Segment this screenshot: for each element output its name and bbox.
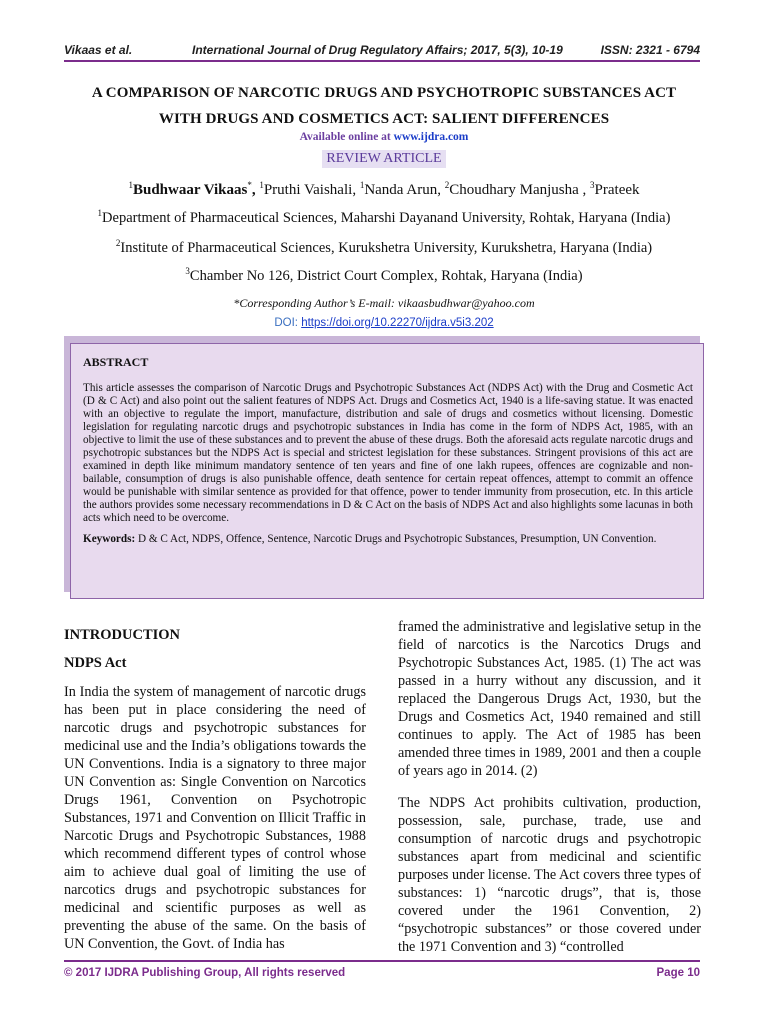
keywords-label: Keywords: [83,533,136,545]
subsection-heading-ndps: NDPS Act [64,655,127,671]
author-sup: 1 [259,180,264,190]
header-authors: Vikaas et al. [64,43,133,57]
author-mark: * [247,180,252,190]
affiliation-text: Department of Pharmaceutical Sciences, Maharshi Dayanand University, Rohtak, Haryana (India) [102,209,671,226]
author-name: Prateek [594,182,640,198]
keywords-text: D & C Act, NDPS, Offence, Sentence, Narcotic Drugs and Psychotropic Substances, Presumption, UN Convention. [135,533,657,545]
header-issn: ISSN: 2321 - 6794 [600,43,700,57]
corresponding-author-name: Budhwaar Vikaas [132,182,248,198]
affiliation-1 [0,208,768,227]
affiliation-sup: 2 [115,238,121,248]
author-sup: 1 [359,180,365,190]
body-paragraph: In India the system of management of narcotic drugs has been put in place considering the need of narcotic drugs and psychotropic substances for medicinal use and the India’s obligations towards the UN Conventions. India is a signatory to three major UN Convention as: Single Convention on Narcotics Drugs 1961, Convention on Psychotropic Substances, 1971 and Convention on Illicit Traffic in Narcotic Drugs and Psychotropic Substances, 1988 which recommend different types of control whose aim to achieve dual goal of limiting the use of narcotics drugs and psychotropic substances for medicinal and scientific purposes as well as preventing the abuse of the same. On the basis of UN Convention, the Govt. of India has [64,684,366,952]
author-sup: 2 [444,180,450,190]
affiliation-text: Chamber No 126, District Court Complex, Rohtak, Haryana (India) [189,267,583,284]
doi-link[interactable]: https://doi.org/10.22270/ijdra.v5i3.202 [301,317,494,329]
author-sup: 1 [128,180,133,190]
article-type-label: REVIEW ARTICLE [322,150,445,168]
footer-divider [64,960,700,962]
availability-prefix: Available online at [299,131,394,143]
section-heading-introduction: INTRODUCTION [64,627,181,643]
affiliation-sup: 1 [97,208,103,218]
abstract-text: This article assesses the comparison of Narcotic Drugs and Psychotropic Substances Act (NDPS Act) with the Drug and Cosmetic Act (D & C Act) and also point out the salient features of NDPS Act. Drugs and Cosmetics Act, 1940 is a life-saving statue. It was enacted with an objective to regulate the import, manufacture, distribution and sale of drugs and cosmetics without licensing. Domestic legislation for regulating narcotic drugs and psychotropic substances in India has come in the form of NDPS Act, 1985, with an objective to limit the use of these substances and to prevent the abuse of these drugs. Both the aforesaid acts regulate narcotic drugs and psychotropic substances but the NDPS Act is special and strictest legislation for these substances. Stringent provisions of this act are examined in depth like minimum mandatory sentence of ten years and fine of one lakh rupees, offences are cognizable and non-bailable, consumption of drugs is also punishable offence, death sentence for certain repeat offences, attempt to commit an offence would be punishable with similar sentence as provided for that offence, power to tender immunity from prosecution, etc. In this article the authors provides some necessary recommendations in D & C Act on the basis of NDPS Act and also highlights some lacunas in both acts which need to be overcome. [83,382,693,524]
author-sup: 3 [590,180,595,190]
header-journal: International Journal of Drug Regulatory Affairs; 2017, 5(3), 10-19 [192,43,563,57]
author-name: Pruthi Vaishali [263,182,353,198]
doi-line [0,317,768,329]
body-paragraph: The NDPS Act prohibits cultivation, production, possession, sale, purchase, trade, use and consumption of narcotic drugs and psychotropic substances apart from medicinal and scientific purposes under license. The Act covers three types of substances: 1) “narcotic drugs”, that is, those covered under the 1961 Convention, 2) “psychotropic substances” or those covered under the 1971 Convention and 3) “controlled [398,795,701,955]
author-name: Choudhary Manjusha [449,182,579,198]
article-type [0,149,768,168]
page-number: Page 10 [656,967,700,979]
affiliation-2 [0,238,768,257]
affiliation-sup: 3 [185,266,190,276]
doi-label: DOI: [274,317,302,329]
author-list [0,180,768,199]
affiliation-text: Institute of Pharmaceutical Sciences, Kurukshetra University, Kurukshetra, Haryana (India) [120,239,653,256]
title-line-2: WITH DRUGS AND COSMETICS ACT: SALIENT DIFFERENCES [158,111,610,127]
title-line-1: A COMPARISON OF NARCOTIC DRUGS AND PSYCHOTROPIC SUBSTANCES ACT [91,85,677,101]
affiliation-3 [0,266,768,285]
running-header [64,40,700,62]
availability-line [0,131,768,143]
right-column [398,618,701,956]
keywords [83,533,693,546]
header-divider [64,60,700,62]
body-paragraph: framed the administrative and legislative setup in the field of narcotics is the Narcotics Drugs and Psychotropic Substances Act, 1985. (1) The act was passed in a hurry without any discussion, and it replaced the Dangerous Drugs Act, 1930, but the Drugs and Cosmetics Act, 1940 remained and still continues to apply. The Act of 1985 has been amended three times in 1989, 2001 and then a couple of years ago in 2014. (2) [398,619,701,779]
author-separator: , [352,182,360,198]
left-column [64,626,366,953]
abstract-box [70,343,704,599]
author-separator: , [251,182,260,198]
abstract-heading: ABSTRACT [83,355,149,369]
page-footer [64,967,700,983]
author-name: Nanda Arun [364,182,438,198]
corresponding-email: *Corresponding Author’s E-mail: vikaasbudhwar@yahoo.com [233,296,535,310]
journal-website-link[interactable]: www.ijdra.com [393,131,469,143]
author-separator: , [578,182,591,198]
author-separator: , [437,182,445,198]
footer-copyright: © 2017 IJDRA Publishing Group, All rights reserved [64,967,346,979]
paper-title [40,80,728,132]
